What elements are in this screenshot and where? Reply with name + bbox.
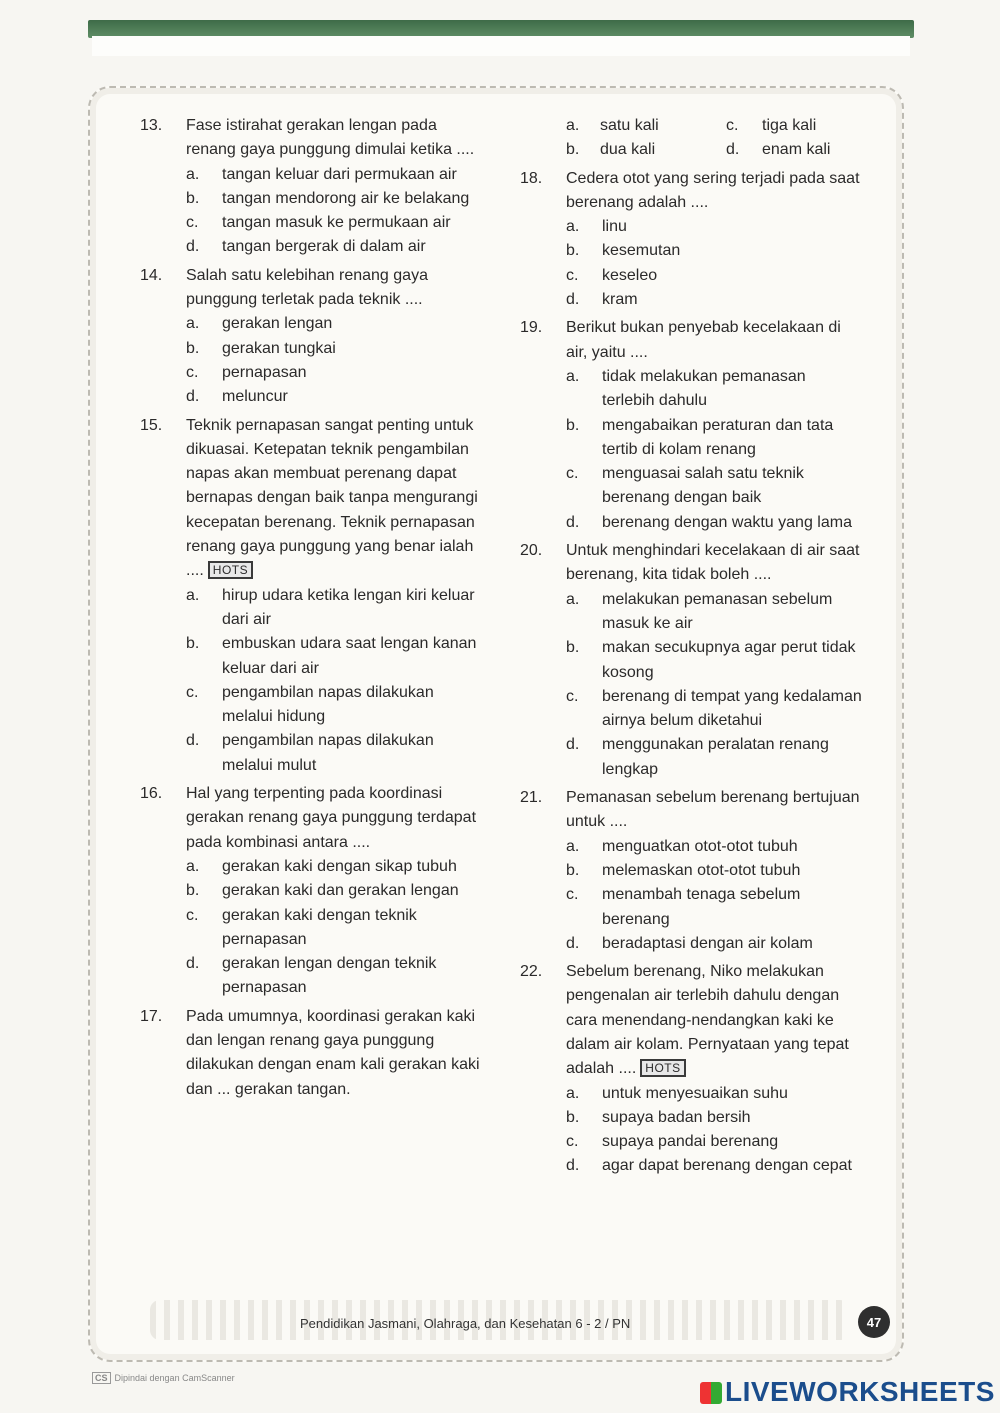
option-letter: b. bbox=[566, 141, 580, 159]
option-text: supaya badan bersih bbox=[602, 1108, 751, 1126]
option-letter: d. bbox=[186, 238, 200, 256]
question-number: 15. bbox=[140, 416, 163, 434]
option-letter: d. bbox=[566, 513, 580, 531]
answer-option bbox=[186, 187, 484, 211]
option-letter: b. bbox=[566, 639, 580, 657]
option-letter: d. bbox=[566, 736, 580, 754]
option-letter: c. bbox=[566, 1133, 579, 1151]
question-stem bbox=[140, 782, 484, 855]
question-number: 19. bbox=[520, 319, 543, 337]
answer-option bbox=[566, 932, 862, 956]
question-gap bbox=[520, 1179, 862, 1183]
page-number-badge: 47 bbox=[858, 1306, 890, 1338]
option-text: tangan masuk ke permukaan air bbox=[222, 214, 451, 232]
question-number: 16. bbox=[140, 785, 163, 803]
option-text: embuskan udara saat lengan kanan keluar dari air bbox=[222, 635, 477, 677]
option-letter: b. bbox=[186, 882, 200, 900]
option-letter: b. bbox=[186, 189, 200, 207]
option-text: tidak melakukan pemanasan terlebih dahulu bbox=[602, 367, 806, 410]
option-letter: a. bbox=[566, 590, 580, 608]
answer-option bbox=[186, 211, 484, 235]
top-paper-edge bbox=[92, 36, 910, 56]
question-text: Hal yang terpenting pada koordinasi gerakan renang gaya punggung terdapat pada kombinasi antara .... bbox=[186, 785, 477, 851]
option-letter: b. bbox=[566, 242, 580, 260]
answer-option bbox=[186, 904, 484, 953]
question-stem bbox=[520, 316, 862, 365]
option-letter: a. bbox=[566, 218, 580, 236]
option-text: dua kali bbox=[600, 141, 656, 159]
option-letter: d. bbox=[726, 141, 740, 159]
question-text: Salah satu kelebihan renang gaya punggung terletak pada teknik .... bbox=[186, 266, 428, 309]
question-text: Pemanasan sebelum berenang bertujuan untuk .... bbox=[566, 789, 860, 831]
answer-option bbox=[566, 685, 862, 734]
question-stem bbox=[520, 167, 862, 216]
option-text: makan secukupnya agar perut tidak kosong bbox=[602, 639, 856, 681]
option-text: berenang di tempat yang kedalaman airnya belum diketahui bbox=[602, 687, 862, 730]
answer-option bbox=[566, 239, 862, 263]
answer-option bbox=[566, 883, 862, 932]
liveworksheets-logo bbox=[700, 1376, 995, 1408]
option-text: agar dapat berenang dengan cepat bbox=[602, 1157, 852, 1175]
answer-option bbox=[186, 337, 484, 361]
question-text: Sebelum berenang, Niko melakukan pengenalan air terlebih dahulu dengan cara menendang-nendangkan kaki ke dalam air kolam. Pernyataan yang tepat adalah .... bbox=[566, 963, 849, 1078]
option-letter: c. bbox=[566, 266, 579, 284]
question-text: Pada umumnya, koordinasi gerakan kaki dan lengan renang gaya punggung dilakukan dengan enam kali gerakan kaki dan ... gerakan tangan. bbox=[186, 1007, 480, 1098]
question-number: 13. bbox=[140, 117, 163, 134]
question-stem bbox=[140, 114, 484, 163]
answer-option bbox=[566, 1130, 862, 1154]
option-letter: a. bbox=[186, 857, 200, 875]
question-stem bbox=[140, 1005, 484, 1102]
option-text: meluncur bbox=[222, 388, 288, 406]
answer-option bbox=[186, 163, 484, 187]
option-letter: d. bbox=[566, 1157, 580, 1175]
option-text: keseleo bbox=[602, 266, 658, 284]
option-letter: c. bbox=[186, 363, 199, 381]
option-text: supaya pandai berenang bbox=[602, 1133, 779, 1151]
question-text: Fase istirahat gerakan lengan pada renang gaya punggung dimulai ketika .... bbox=[186, 117, 475, 159]
answer-option bbox=[566, 636, 862, 685]
option-letter: d. bbox=[566, 291, 580, 309]
answer-option bbox=[566, 414, 862, 463]
answer-option bbox=[186, 361, 484, 385]
option-text: menguatkan otot-otot tubuh bbox=[602, 837, 798, 855]
camscanner-mark bbox=[92, 1372, 235, 1384]
option-text: enam kali bbox=[762, 141, 831, 159]
option-text: linu bbox=[602, 218, 627, 236]
question-number: 21. bbox=[520, 789, 543, 807]
liveworksheets-text: LIVEWORKSHEETS bbox=[725, 1376, 995, 1407]
question-stem bbox=[520, 960, 862, 1081]
option-letter: d. bbox=[186, 955, 200, 973]
option-text: tangan mendorong air ke belakang bbox=[222, 189, 470, 207]
question-text: Cedera otot yang sering terjadi pada saat berenang adalah .... bbox=[566, 169, 860, 211]
option-text: pengambilan napas dilakukan melalui hidung bbox=[222, 683, 434, 726]
answer-option bbox=[566, 1154, 862, 1178]
option-text: melakukan pemanasan sebelum masuk ke air bbox=[602, 590, 833, 632]
question-stem bbox=[140, 414, 484, 584]
question-stem bbox=[520, 786, 862, 835]
answer-option bbox=[566, 365, 862, 414]
question-text: Berikut bukan penyebab kecelakaan di air, yaitu .... bbox=[566, 319, 841, 361]
option-text: tangan keluar dari permukaan air bbox=[222, 165, 457, 183]
question-number: 14. bbox=[140, 266, 163, 284]
option-letter: b. bbox=[186, 635, 200, 653]
option-text: tangan bergerak di dalam air bbox=[222, 238, 426, 256]
option-text: satu kali bbox=[600, 117, 659, 134]
option-letter: a. bbox=[186, 315, 200, 333]
hots-badge: HOTS bbox=[208, 561, 253, 579]
option-letter: d. bbox=[566, 934, 580, 952]
answer-option bbox=[186, 855, 484, 879]
option-letter: a. bbox=[566, 367, 580, 385]
option-letter: c. bbox=[726, 117, 739, 134]
option-letter: c. bbox=[186, 683, 199, 701]
option-text: pengambilan napas dilakukan melalui mulut bbox=[222, 732, 434, 774]
option-letter: c. bbox=[186, 906, 199, 924]
option-letter: a. bbox=[566, 837, 580, 855]
answer-option-row bbox=[566, 114, 862, 138]
answer-option bbox=[186, 385, 484, 409]
answer-option bbox=[566, 511, 862, 535]
option-letter: a. bbox=[566, 1084, 580, 1102]
answer-option bbox=[186, 952, 484, 1001]
camscanner-icon: CS bbox=[92, 1372, 111, 1384]
answer-option bbox=[566, 1106, 862, 1130]
option-letter: c. bbox=[186, 214, 199, 232]
answer-option bbox=[186, 312, 484, 336]
answer-option bbox=[186, 879, 484, 903]
option-letter: c. bbox=[566, 687, 579, 705]
question-stem bbox=[520, 539, 862, 588]
answer-option bbox=[566, 288, 862, 312]
answer-option bbox=[566, 1082, 862, 1106]
option-text: mengabaikan peraturan dan tata tertib di kolam renang bbox=[602, 416, 834, 458]
option-text: pernapasan bbox=[222, 363, 307, 381]
option-letter: a. bbox=[566, 117, 580, 134]
left-column bbox=[140, 114, 484, 1106]
question-number: 18. bbox=[520, 169, 543, 187]
option-letter: c. bbox=[566, 886, 579, 904]
answer-option bbox=[186, 729, 484, 778]
answer-option bbox=[186, 235, 484, 259]
hots-badge: HOTS bbox=[640, 1059, 685, 1077]
footer-text: Pendidikan Jasmani, Olahraga, dan Kesehatan 6 - 2 / PN bbox=[300, 1316, 631, 1331]
option-letter: c. bbox=[566, 465, 579, 483]
answer-option bbox=[566, 859, 862, 883]
right-column bbox=[520, 114, 862, 1183]
option-text: gerakan kaki dengan teknik pernapasan bbox=[222, 906, 417, 948]
answer-option bbox=[566, 462, 862, 511]
option-letter: b. bbox=[566, 416, 580, 434]
answer-option bbox=[566, 215, 862, 239]
answer-option bbox=[186, 681, 484, 730]
option-text: kesemutan bbox=[602, 242, 681, 260]
option-letter: b. bbox=[186, 339, 200, 357]
option-text: untuk menyesuaikan suhu bbox=[602, 1084, 788, 1102]
option-letter: d. bbox=[186, 388, 200, 406]
option-text: gerakan tungkai bbox=[222, 339, 336, 357]
question-number: 22. bbox=[520, 963, 543, 981]
option-text: gerakan kaki dengan sikap tubuh bbox=[222, 857, 457, 875]
answer-option-row bbox=[566, 138, 862, 162]
option-text: kram bbox=[602, 291, 638, 309]
liveworksheets-icon bbox=[700, 1382, 722, 1404]
question-number: 17. bbox=[140, 1007, 163, 1025]
question-number: 20. bbox=[520, 542, 543, 560]
answer-option bbox=[186, 584, 484, 633]
option-text: hirup udara ketika lengan kiri keluar dari air bbox=[222, 586, 475, 628]
answer-option bbox=[566, 733, 862, 782]
camscanner-text: Dipindai dengan CamScanner bbox=[114, 1373, 235, 1383]
option-text: menambah tenaga sebelum berenang bbox=[602, 886, 801, 928]
option-letter: a. bbox=[186, 165, 200, 183]
option-text: gerakan lengan dengan teknik pernapasan bbox=[222, 955, 437, 997]
option-letter: d. bbox=[186, 732, 200, 750]
answer-option bbox=[186, 632, 484, 681]
option-text: gerakan kaki dan gerakan lengan bbox=[222, 882, 459, 900]
answer-option bbox=[566, 835, 862, 859]
answer-option bbox=[566, 588, 862, 637]
answer-option bbox=[566, 264, 862, 288]
option-text: melemaskan otot-otot tubuh bbox=[602, 861, 801, 879]
question-text: Teknik pernapasan sangat penting untuk dikuasai. Ketepatan teknik pengambilan napas akan membuat perenang dapat bernapas dengan baik tanpa mengurangi kecepatan berenang. Teknik pernapasan renang gaya punggung yang benar ialah .... bbox=[186, 416, 478, 580]
option-letter: a. bbox=[186, 586, 200, 604]
option-text: berenang dengan waktu yang lama bbox=[602, 513, 852, 531]
option-letter: b. bbox=[566, 861, 580, 879]
option-text: beradaptasi dengan air kolam bbox=[602, 934, 813, 952]
option-text: menguasai salah satu teknik berenang dengan baik bbox=[602, 465, 804, 507]
question-stem bbox=[140, 264, 484, 313]
option-text: gerakan lengan bbox=[222, 315, 333, 333]
option-letter: b. bbox=[566, 1108, 580, 1126]
option-text: tiga kali bbox=[762, 117, 817, 134]
question-gap bbox=[140, 1102, 484, 1106]
question-text: Untuk menghindari kecelakaan di air saat berenang, kita tidak boleh .... bbox=[566, 542, 860, 584]
option-text: menggunakan peralatan renang lengkap bbox=[602, 736, 829, 778]
